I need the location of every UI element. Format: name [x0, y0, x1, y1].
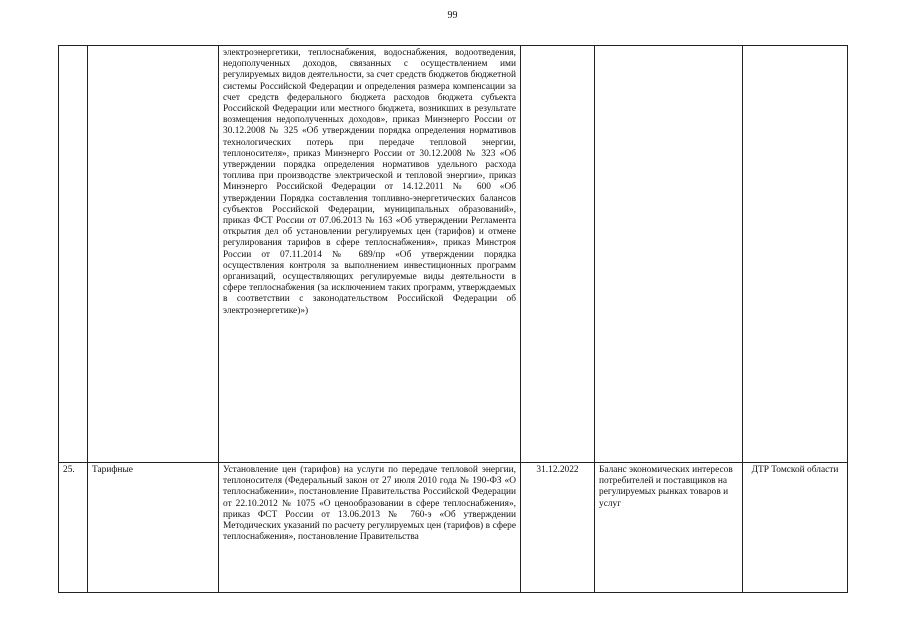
- page-number: 99: [447, 10, 458, 21]
- expected-result-cell: [595, 46, 743, 463]
- measures-table: [58, 45, 848, 593]
- table-row-25: [59, 463, 848, 593]
- deadline-cell: 31.12.2022: [521, 463, 595, 593]
- responsible-cell: [743, 46, 848, 463]
- responsible-cell: ДТР Томской области: [743, 463, 848, 593]
- row-number-cell: [59, 46, 88, 463]
- legal-basis-cell: электроэнергетики, теплоснабжения, водоснабжения, водоотведения, недополученных доходов, связанных с осуществлением ими регулируемых видов деятельности, за счет средств бюджетов бюджетной системы Российской Федерации и определения размера компенсации за счет средств федерального бюджета расходов бюджета субъекта Российской Федерации или местного бюджета, возникших в результате возмещения недополученных доходов», приказ Минэнерго России от 30.12.2008 № 325 «Об утверждении порядка определения нормативов технологических потерь при передаче тепловой энергии, теплоносителя», приказ Минэнерго России от 30.12.2008 № 323 «Об утверждении порядка определения нормативов удельного расхода топлива при производстве электрической и тепловой энергии», приказ Минэнерго Российской Федерации от 14.12.2011 № 600 «Об утверждении Порядка составления топливно-энергетических балансов субъектов Российской Федерации, муниципальных образований», приказ ФСТ России от 07.06.2013 № 163 «Об утверждении Регламента открытия дел об установлении регулируемых цен (тарифов) и отмене регулирования тарифов в сфере теплоснабжения», приказ Минстроя России от 07.11.2014 № 689/пр «Об утверждении порядка осуществления контроля за выполнением инвестиционных программ организаций, осуществляющих регулируемые виды деятельности в сфере теплоснабжения (за исключением таких программ, утверждаемых в соответствии с законодательством Российской Федерации об электроэнергетике)»): [219, 46, 521, 463]
- measure-name-cell: [88, 46, 219, 463]
- legal-basis-cell: Установление цен (тарифов) на услуги по передаче тепловой энергии, теплоносителя (Федеральный закон от 27 июля 2010 года № 190-ФЗ «О теплоснабжении», постановление Правительства Российской Федерации от 22.10.2012 № 1075 «О ценообразовании в сфере теплоснабжения», приказ ФСТ России от 13.06.2013 № 760-э «Об утверждении Методических указаний по расчету регулируемых цен (тарифов) в сфере теплоснабжения», постановление Правительства: [219, 463, 521, 593]
- table-row-continued: [59, 46, 848, 463]
- measure-name-cell: Тарифные: [88, 463, 219, 593]
- expected-result-cell: Баланс экономических интересов потребителей и поставщиков на регулируемых рынках товаров и услуг: [595, 463, 743, 593]
- row-number-cell: 25.: [59, 463, 88, 593]
- deadline-cell: [521, 46, 595, 463]
